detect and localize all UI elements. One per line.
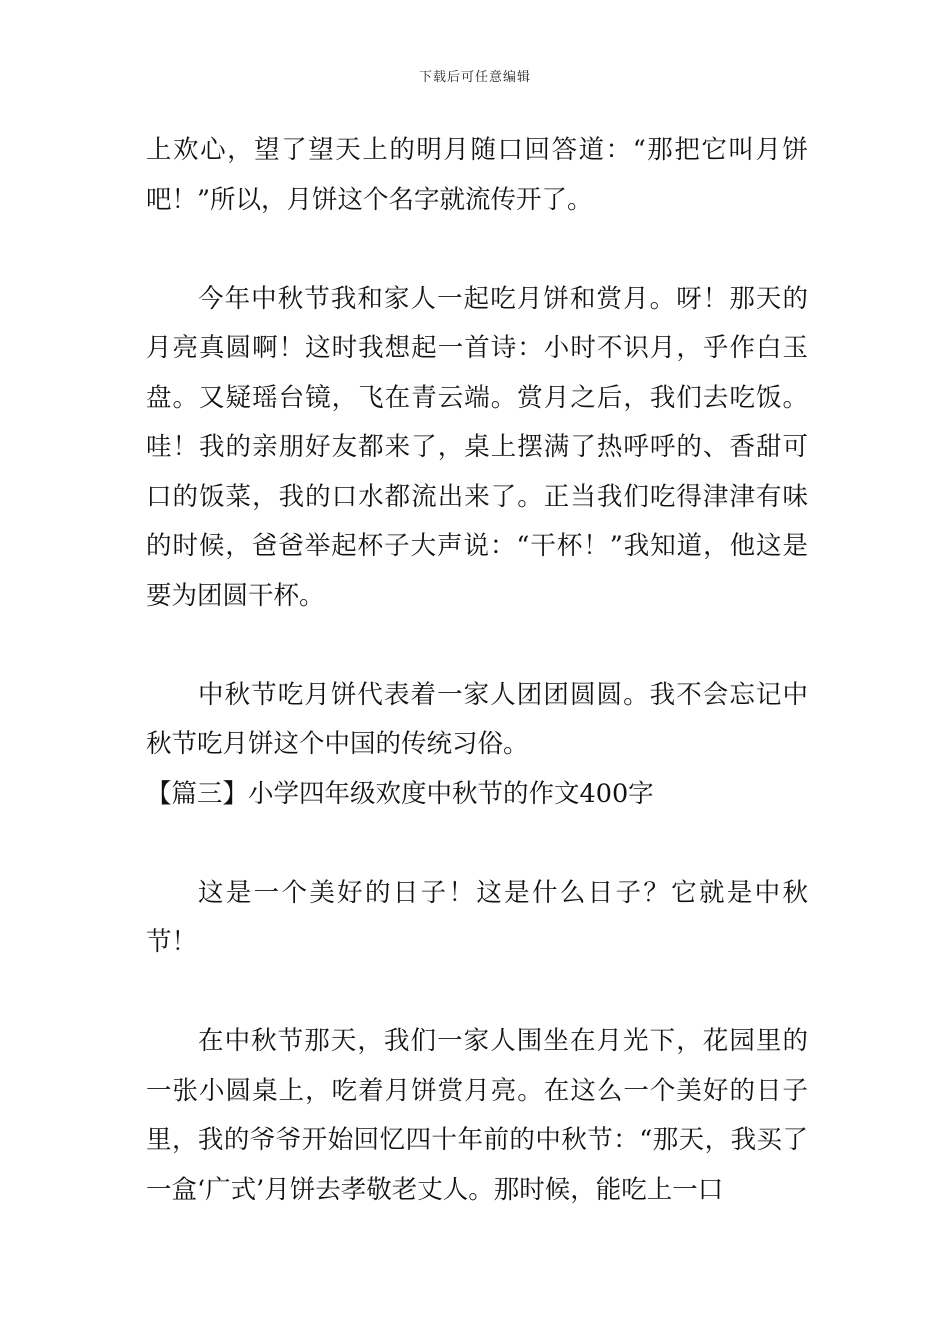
section-heading: 【篇三】小学四年级欢度中秋节的作文400字: [146, 778, 654, 809]
paragraph-mooncake-reunion: 中秋节吃月饼代表着一家人团团圆圆。我不会忘记中秋节吃月饼这个中国的传统习俗。: [146, 679, 808, 759]
paragraph-grandpa-memory: 在中秋节那天，我们一家人围坐在月光下，花园里的一张小圆桌上，吃着月饼赏月亮。在这么一个美好的日子里，我的爷爷开始回忆四十年前的中秋节：“那天，我买了一盒‘广式’月饼去孝敬老丈人。那时候，能吃上一口: [146, 1026, 808, 1205]
document-body: [146, 126, 808, 1215]
page-header: 下载后可任意编辑: [418, 70, 531, 85]
paragraph-mid-autumn-family: 今年中秋节我和家人一起吃月饼和赏月。呀！那天的月亮真圆啊！这时我想起一首诗：小时不识月，乎作白玉盘。又疑瑶台镜，飞在青云端。赏月之后，我们去吃饭。哇！我的亲朋好友都来了，桌上摆满了热呼呼的、香甜可口的饭菜，我的口水都流出来了。正当我们吃得津津有味的时候，爸爸举起杯子大声说：“干杯！”我知道，他这是要为团圆干杯。: [146, 283, 808, 611]
paragraph-continuation: 上欢心，望了望天上的明月随口回答道：“那把它叫月饼吧！”所以，月饼这个名字就流传开了。: [146, 135, 808, 215]
paragraph-good-day: 这是一个美好的日子！这是什么日子？它就是中秋节！: [146, 877, 808, 957]
